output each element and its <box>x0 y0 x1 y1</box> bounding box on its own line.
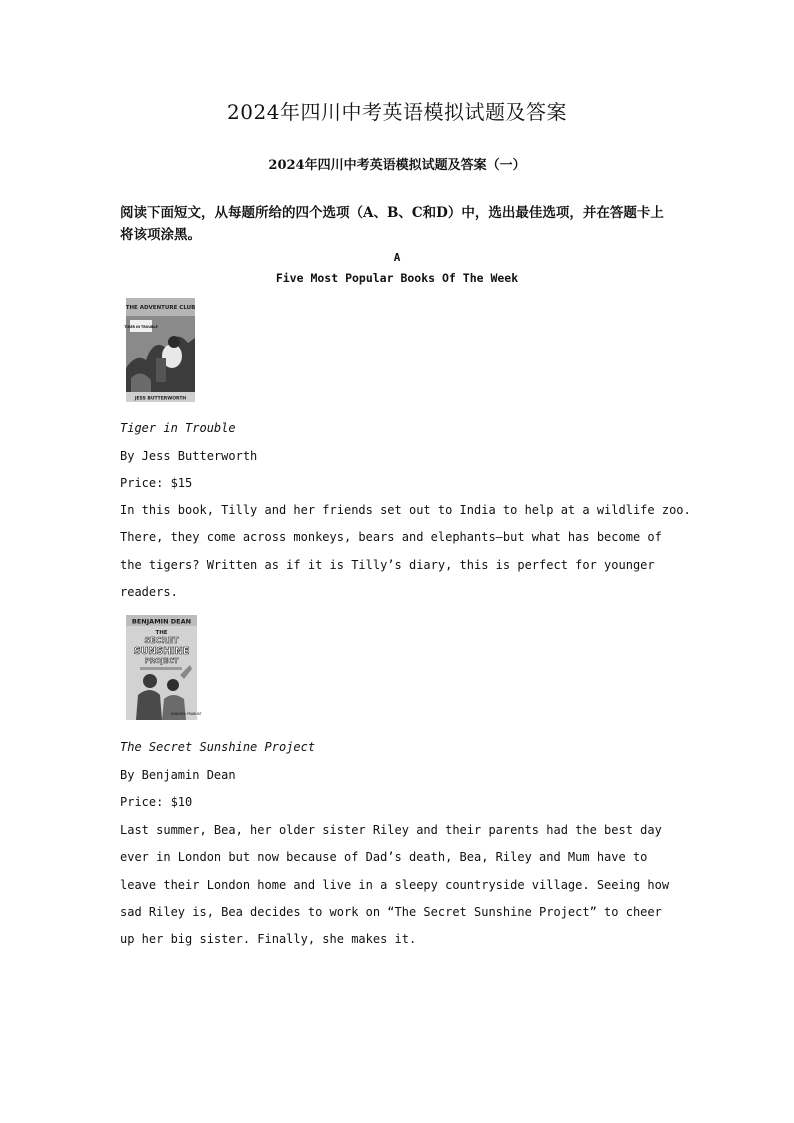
book-cover-secret-sunshine-project <box>126 615 202 720</box>
passage-title: Five Most Popular Books Of The Week <box>275 271 519 285</box>
description-line: ever in London but now because of Dad’s death, Bea, Riley and Mum have to <box>120 850 648 865</box>
book-title-2: The Secret Sunshine Project <box>120 740 316 754</box>
book-price-2: Price: $10 <box>120 795 193 809</box>
cover-title-line: PROJECT <box>144 657 179 665</box>
cover-title-text: TIGER IN TROUBLE <box>124 325 158 329</box>
book-author-1: By Jess Butterworth <box>120 449 258 463</box>
description-line: Last summer, Bea, her older sister Riley and their parents had the best day <box>120 823 662 837</box>
instruction-line-2: 将该项涂黑。 <box>120 227 201 243</box>
cover-series-text: THE ADVENTURE CLUB <box>125 305 196 311</box>
instruction-text <box>120 202 680 246</box>
cover-author-text: BENJAMIN DEAN <box>131 617 192 626</box>
book-author-2: By Benjamin Dean <box>120 768 236 782</box>
description-line: the tigers? Written as if it is Tilly’s diary, this is perfect for younger <box>120 557 655 572</box>
book-price-1: Price: $15 <box>120 476 193 490</box>
description-line: In this book, Tilly and her friends set out to India to help at a wildlife zoo. <box>120 503 691 517</box>
description-line: leave their London home and live in a sleepy countryside village. Seeing how <box>120 877 670 892</box>
book-cover-tiger-in-trouble <box>126 298 195 402</box>
page-title: 2024年四川中考英语模拟试题及答案 <box>227 100 567 124</box>
section-subtitle: 2024年四川中考英语模拟试题及答案（一） <box>268 158 526 173</box>
cover-author-text: JESS BUTTERWORTH <box>134 396 187 402</box>
cover-illustrator-text: SANDHYA PRABHAT <box>170 712 202 716</box>
description-line: up her big sister. Finally, she makes it. <box>120 932 417 947</box>
cover-title-line: SECRET <box>144 636 179 645</box>
instruction-line-1: 阅读下面短文，从每题所给的四个选项（A、B、C和D）中，选出最佳选项，并在答题卡上 <box>120 205 664 221</box>
description-line: readers. <box>120 584 178 599</box>
book-title-1: Tiger in Trouble <box>120 421 236 435</box>
book-description-2 <box>120 817 680 953</box>
cover-title-line: THE <box>155 630 168 636</box>
book-description-1 <box>120 497 691 606</box>
passage-letter: A <box>393 251 401 264</box>
description-line: sad Riley is, Bea decides to work on “The Secret Sunshine Project” to cheer <box>120 904 662 919</box>
cover-title-line: SUNSHINE <box>133 646 190 657</box>
description-line: There, they come across monkeys, bears and elephants—but what has become of <box>120 530 662 545</box>
